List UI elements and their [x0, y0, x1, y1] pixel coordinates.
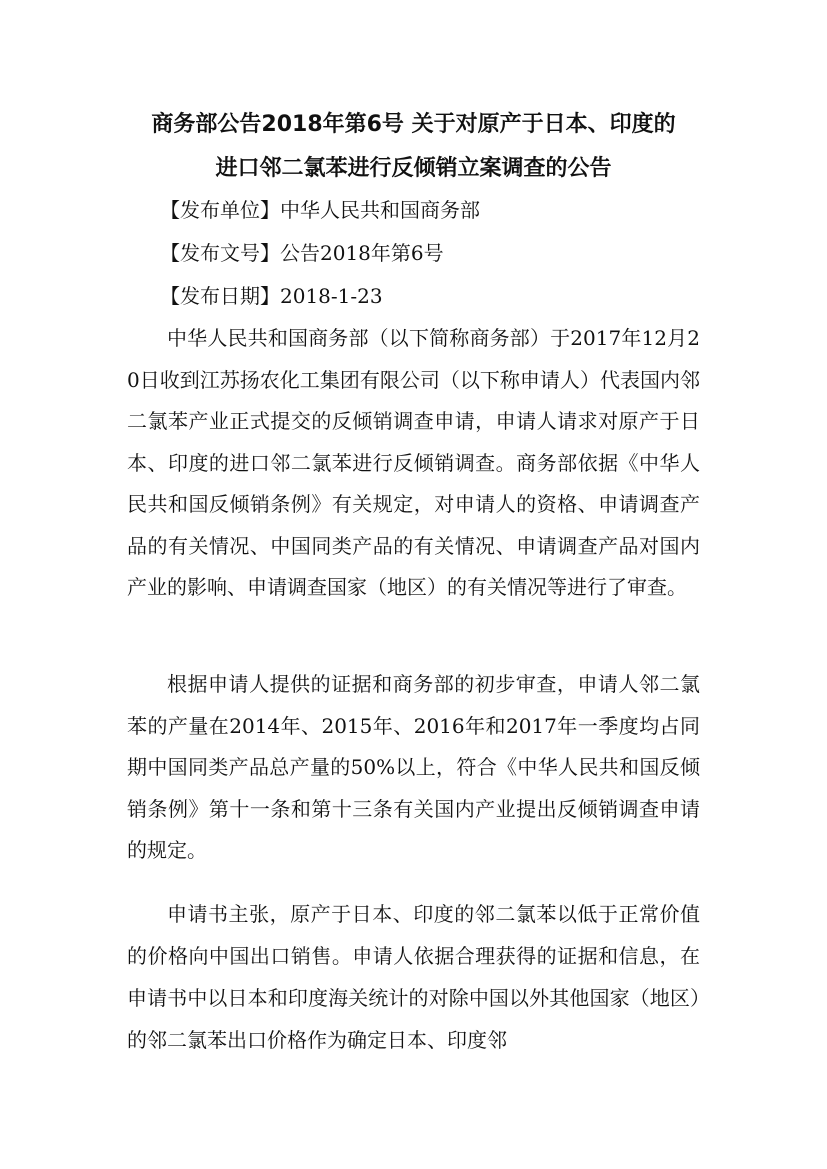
- body-paragraph: 申请书主张，原产于日本、印度的邻二氯苯以低于正常价值的价格向中国出口销售。申请人依据合理获得的证据和信息，在申请书中以日本和印度海关统计的对除中国以外其他国家（地区）的邻二氯苯出口价格作为确定日本、印度邻: [127, 902, 700, 1052]
- document-number-line: 【发布文号】公告2018年第6号: [160, 241, 444, 265]
- publish-date-line: 【发布日期】2018-1-23: [160, 284, 383, 308]
- publisher-line: 【发布单位】中华人民共和国商务部: [160, 198, 480, 222]
- document-title-line-2: 进口邻二氯苯进行反倾销立案调查的公告: [215, 156, 612, 181]
- body-paragraph: 根据申请人提供的证据和商务部的初步审查，申请人邻二氯苯的产量在2014年、2015年、2016年和2017年一季度均占同期中国同类产品总产量的50%以上，符合《中华人民共和国反倾销条例》第十一条和第十三条有关国内产业提出反倾销调查申请的规定。: [127, 672, 700, 862]
- document-title-line-1: 商务部公告2018年第6号 关于对原产于日本、印度的: [151, 112, 676, 137]
- body-paragraph: 中华人民共和国商务部（以下简称商务部）于2017年12月20日收到江苏扬农化工集团有限公司（以下称申请人）代表国内邻二氯苯产业正式提交的反倾销调查申请，申请人请求对原产于日本、印度的进口邻二氯苯进行反倾销调查。商务部依据《中华人民共和国反倾销条例》有关规定，对申请人的资格、申请调查产品的有关情况、中国同类产品的有关情况、申请调查产品对国内产业的影响、申请调查国家（地区）的有关情况等进行了审查。: [127, 326, 700, 599]
